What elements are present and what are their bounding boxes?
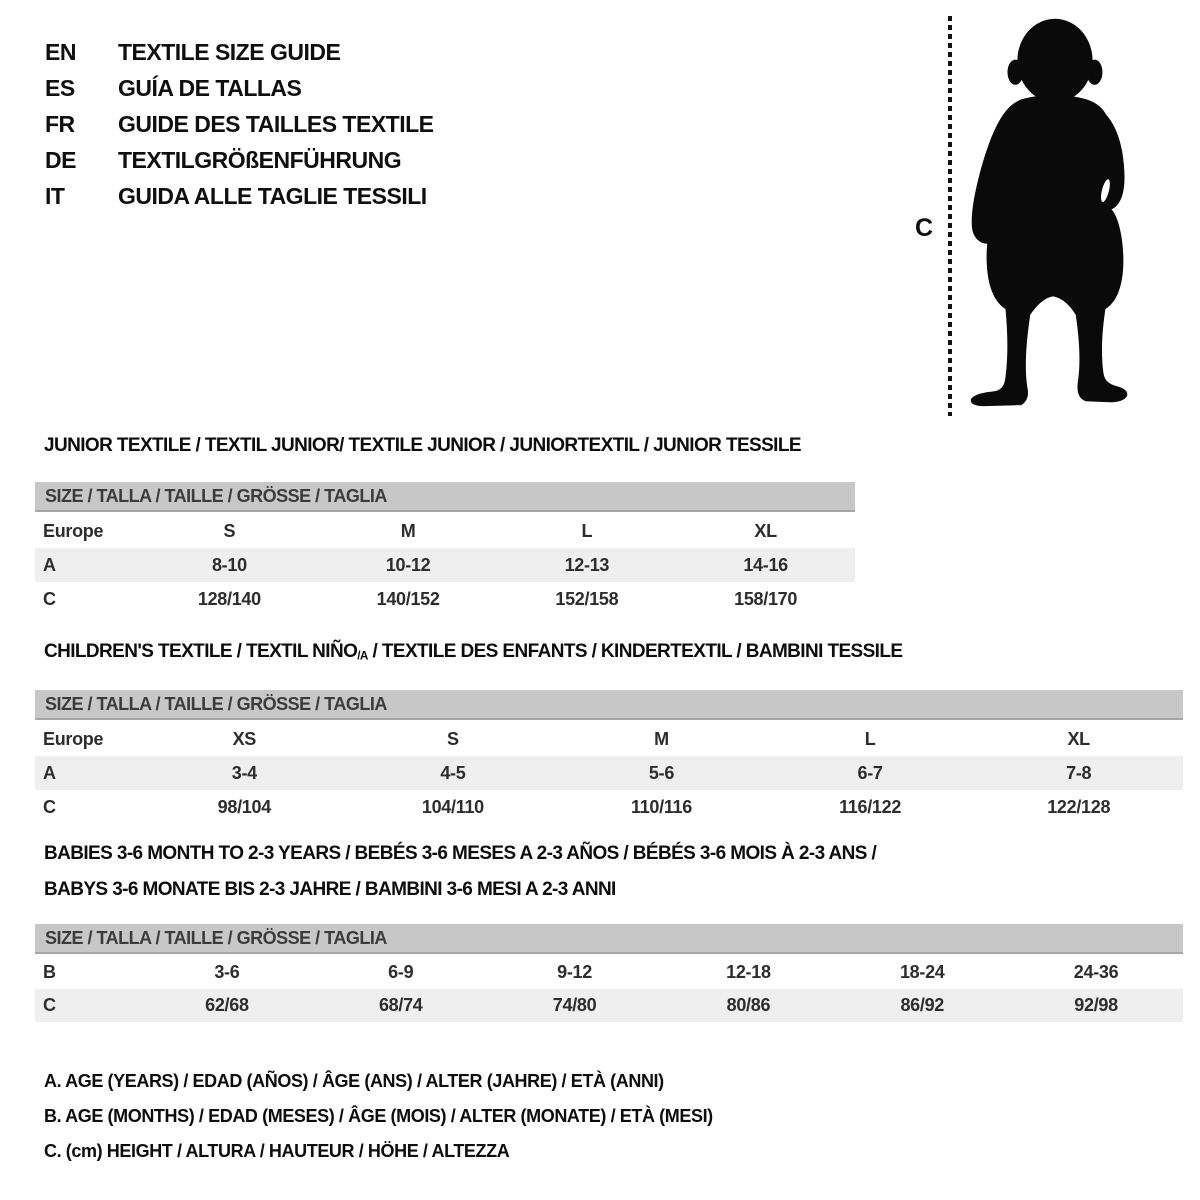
table-cell: 140/152 (376, 588, 440, 609)
table-cell: M (400, 520, 416, 541)
row-label: C (43, 796, 56, 817)
table-cell: 80/86 (726, 995, 771, 1015)
table-cell: 86/92 (900, 995, 944, 1015)
table-cell: 8-10 (211, 554, 247, 575)
table-cell: 122/128 (1047, 796, 1111, 817)
table-cell: M (654, 728, 669, 749)
table-cell: 10-12 (385, 554, 431, 575)
row-label: B (43, 962, 56, 982)
children-title-sub: /A (357, 649, 368, 663)
size-header-label: SIZE / TALLA / TAILLE / GRÖSSE / TAGLIA (45, 693, 387, 714)
babies-section-title-line2: BABYS 3-6 MONATE BIS 2-3 JAHRE / BAMBINI 3-6 MESI A 2-3 ANNI (44, 879, 616, 900)
table-cell: 152/158 (555, 588, 619, 609)
note-age-months: B. AGE (MONTHS) / EDAD (MESES) / ÂGE (MOIS) / ALTER (MONATE) / ETÀ (MESI) (44, 1106, 713, 1126)
table-cell: XL (1067, 728, 1090, 749)
table-cell: 110/116 (630, 796, 692, 817)
table-cell: 6-9 (388, 962, 414, 982)
lang-row-fr (45, 106, 434, 142)
junior-section-title: JUNIOR TEXTILE / TEXTIL JUNIOR/ TEXTILE JUNIOR / JUNIORTEXTIL / JUNIOR TESSILE (44, 435, 801, 456)
lang-row-it (45, 178, 434, 214)
table-cell: 74/80 (552, 995, 597, 1015)
lang-code: FR (45, 110, 75, 137)
children-title-part: / TEXTILE DES ENFANTS / KINDERTEXTIL / BAMBINI TESSILE (367, 641, 903, 662)
table-cell: S (223, 520, 236, 541)
legend-notes (44, 1064, 713, 1169)
table-row (35, 790, 1183, 824)
row-label: C (43, 995, 56, 1015)
junior-size-table (35, 514, 855, 616)
table-cell: 12-13 (564, 554, 610, 575)
note-age-years: A. AGE (YEARS) / EDAD (AÑOS) / ÂGE (ANS) / ALTER (JAHRE) / ETÀ (ANNI) (44, 1071, 664, 1091)
lang-code: DE (45, 146, 76, 173)
table-cell: 9-12 (557, 962, 592, 982)
table-cell: 12-18 (726, 962, 771, 982)
table-cell: XS (232, 728, 256, 749)
size-header-label: SIZE / TALLA / TAILLE / GRÖSSE / TAGLIA (45, 927, 387, 948)
lang-title: TEXTILGRÖßENFÜHRUNG (118, 146, 402, 173)
table-row (35, 548, 855, 582)
table-row (35, 756, 1183, 790)
table-row (35, 956, 1183, 989)
children-section-title (44, 641, 902, 663)
table-cell: L (864, 728, 876, 749)
table-cell: 3-4 (231, 762, 257, 783)
toddler-silhouette-icon (958, 12, 1146, 410)
row-label: A (43, 554, 56, 575)
table-cell: 62/68 (205, 995, 249, 1015)
table-cell: 14-16 (743, 554, 788, 575)
table-row (35, 989, 1183, 1022)
lang-row-en (45, 34, 434, 70)
note-height-cm: C. (cm) HEIGHT / ALTURA / HAUTEUR / HÖHE / ALTEZZA (44, 1141, 510, 1161)
table-cell: 116/122 (839, 796, 902, 817)
lang-code: IT (45, 182, 65, 209)
height-measure-label: C (915, 214, 934, 242)
children-size-header-bar (35, 690, 1183, 720)
table-row (35, 514, 855, 548)
language-title-block (45, 34, 434, 214)
table-cell: 158/170 (734, 588, 798, 609)
table-cell: 5-6 (648, 762, 675, 783)
lang-title: GUIDA ALLE TAGLIE TESSILI (118, 182, 427, 209)
lang-title: TEXTILE SIZE GUIDE (118, 38, 341, 65)
table-cell: 98/104 (217, 796, 271, 817)
table-cell: 68/74 (378, 995, 423, 1015)
table-row (35, 722, 1183, 756)
table-cell: 7-8 (1066, 762, 1092, 783)
lang-title: GUIDE DES TAILLES TEXTILE (118, 110, 434, 137)
row-label: Europe (43, 520, 104, 541)
lang-code: EN (45, 38, 76, 65)
table-cell: 18-24 (899, 962, 945, 982)
children-title-part: CHILDREN'S TEXTILE / TEXTIL NIÑO (44, 641, 358, 662)
height-measure-dashed-line (948, 16, 952, 416)
table-row (35, 582, 855, 616)
babies-section-title-line1: BABIES 3-6 MONTH TO 2-3 YEARS / BEBÉS 3-6 MESES A 2-3 AÑOS / BÉBÉS 3-6 MOIS À 2-3 ANS / (44, 843, 877, 864)
lang-row-de (45, 142, 434, 178)
table-cell: S (447, 728, 459, 749)
table-cell: 128/140 (197, 588, 261, 609)
row-label: A (43, 762, 56, 783)
lang-title: GUÍA DE TALLAS (118, 74, 302, 101)
children-size-table (35, 722, 1183, 824)
lang-code: ES (45, 74, 75, 101)
table-cell: 6-7 (857, 762, 883, 783)
babies-size-table (35, 956, 1183, 1022)
lang-row-es (45, 70, 434, 106)
junior-size-header-bar (35, 482, 855, 512)
table-cell: 92/98 (1074, 995, 1118, 1015)
row-label: Europe (43, 728, 104, 749)
table-cell: 4-5 (440, 762, 466, 783)
row-label: C (43, 588, 56, 609)
table-cell: L (581, 520, 593, 541)
table-cell: 104/110 (421, 796, 484, 817)
table-cell: XL (754, 520, 777, 541)
table-cell: 24-36 (1073, 962, 1119, 982)
babies-size-header-bar (35, 924, 1183, 954)
size-header-label: SIZE / TALLA / TAILLE / GRÖSSE / TAGLIA (45, 485, 387, 506)
table-cell: 3-6 (214, 962, 240, 982)
